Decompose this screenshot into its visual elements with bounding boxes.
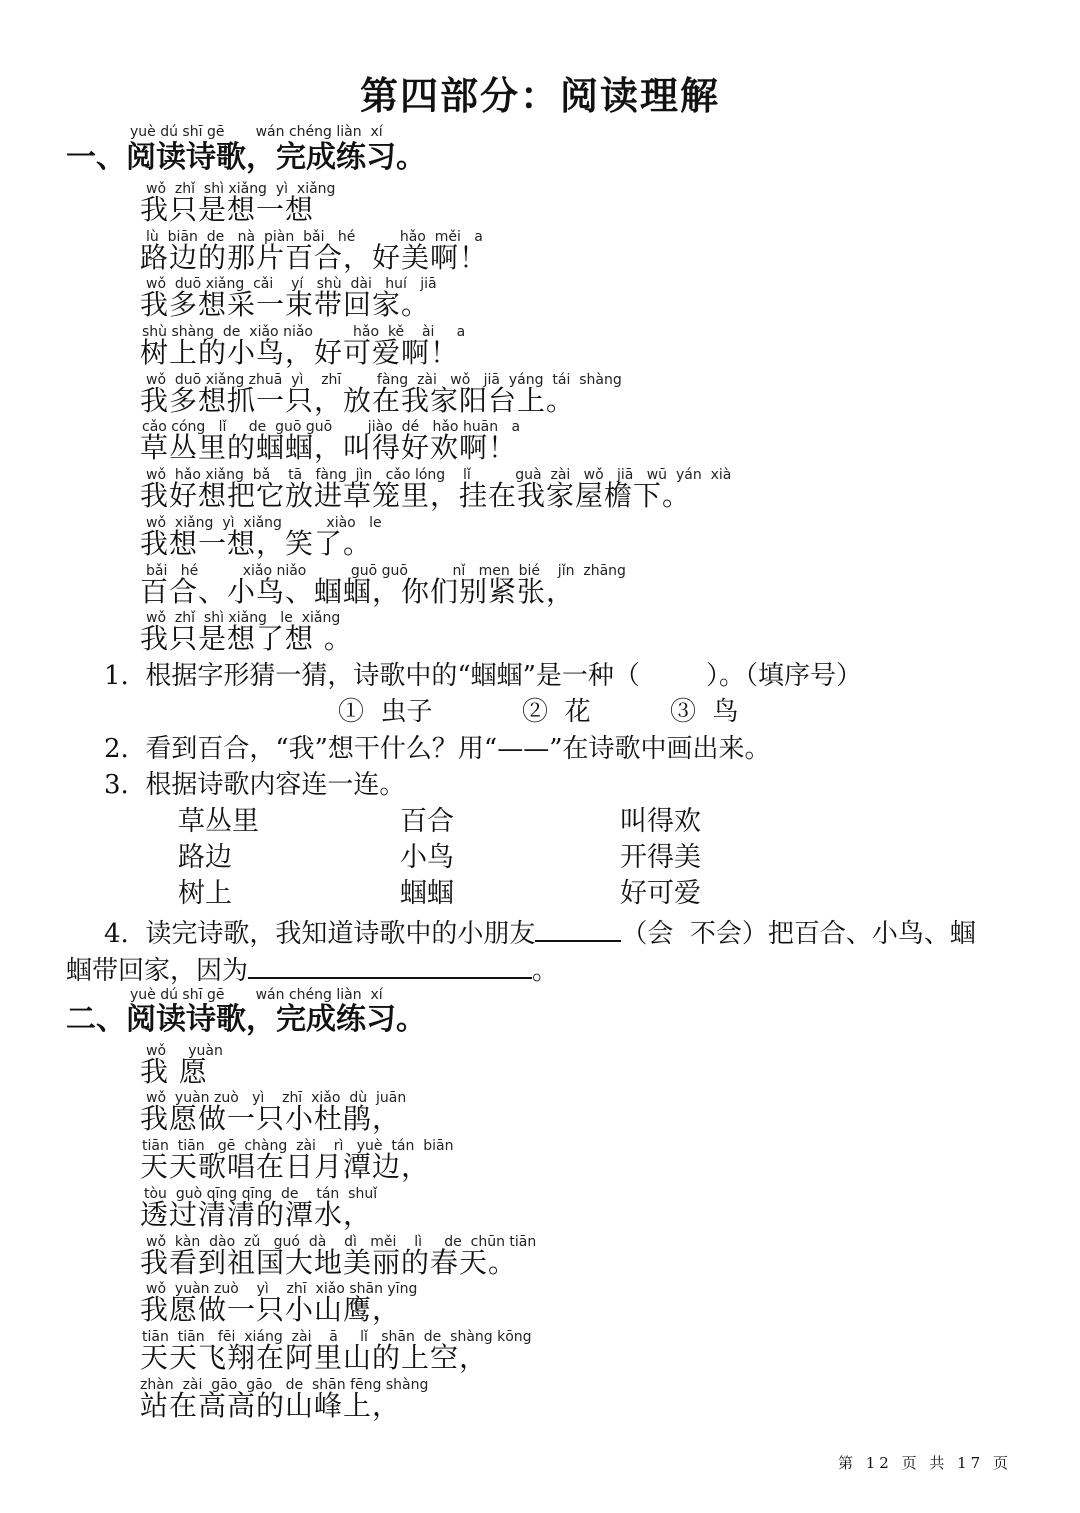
poem2-pinyin-2: wǒ yuàn zuò yì zhī xiǎo dù juān [146,1090,407,1106]
match-right-1: 叫得欢 [620,806,701,837]
section2-heading: 二、阅读诗歌，完成练习。 [66,1002,426,1037]
poem1-pinyin-2: lù biān de nà piàn bǎi hé hǎo měi a [146,229,483,245]
poem2-line-5: 我看到祖国大地美丽的春天。 [140,1246,518,1279]
poem2-line-2: 我愿做一只小杜鹃， [140,1102,402,1135]
poem1-pinyin-10: wǒ zhǐ shì xiǎng le xiǎng [146,610,341,626]
match-left-2: 路边 [178,842,232,873]
poem1-line-1: 我只是想一想 [140,193,315,226]
question-1-option-2: ② 花 [522,697,591,727]
page-footer: 第 12 页 共 17 页 [837,1454,1012,1472]
poem1-line-10: 我只是想了想 。 [140,622,353,655]
match-left-1: 草丛里 [178,806,259,837]
poem1-pinyin-4: shù shàng de xiǎo niǎo hǎo kě ài a [142,324,466,340]
poem1-line-2: 路边的那片百合，好美啊！ [140,241,489,274]
question-4-text-b: （会 不会）把百合、小鸟、蝈 [621,919,976,949]
question-1-option-1: ① 虫子 [338,697,433,727]
poem2-pinyin-8: zhàn zài gāo gāo de shān fēng shàng [140,1377,429,1393]
section2-heading-pinyin: yuè dú shī gē wán chéng liàn xí [130,987,383,1003]
question-1: 1. 根据字形猜一猜，诗歌中的“蝈蝈”是一种（ ）。（填序号） [104,661,863,691]
poem1-line-7: 我好想把它放进草笼里，挂在我家屋檐下。 [140,479,692,512]
poem2-line-3: 天天歌唱在日月潭边， [140,1150,431,1183]
poem1-line-5: 我多想抓一只，放在我家阳台上。 [140,384,576,417]
poem1-line-6: 草丛里的蝈蝈，叫得好欢啊！ [140,431,518,464]
question-4-line-1 [104,914,976,951]
poem1-line-4: 树上的小鸟，好可爱啊！ [140,336,460,369]
poem1-pinyin-3: wǒ duō xiǎng cǎi yí shù dài huí jiā [146,276,437,292]
match-middle-3: 蝈蝈 [400,878,454,909]
poem1-pinyin-1: wǒ zhǐ shì xiǎng yì xiǎng [146,181,336,197]
question-4-text-d: 。 [532,956,559,986]
poem1-pinyin-9: bǎi hé xiǎo niǎo guō guō nǐ men bié jǐn zhāng [146,563,626,579]
poem2-line-7: 天天飞翔在阿里山的上空， [140,1341,489,1374]
poem1-line-3: 我多想采一束带回家。 [140,288,431,321]
poem1-pinyin-5: wǒ duō xiǎng zhuā yì zhī fàng zài wǒ jiā yáng tái shàng [146,372,622,388]
question-2: 2. 看到百合，“我”想干什么？用“——”在诗歌中画出来。 [104,734,771,764]
poem1-pinyin-7: wǒ hǎo xiǎng bǎ tā fàng jìn cǎo lóng lǐ guà zài wǒ jiā wū yán xià [146,467,732,483]
question-4-line-2 [66,951,558,988]
section1-heading-pinyin: yuè dú shī gē wán chéng liàn xí [130,124,383,140]
answer-blank-will[interactable] [535,914,621,942]
poem1-pinyin-8: wǒ xiǎng yì xiǎng xiào le [146,515,382,531]
section1-heading: 一、阅读诗歌，完成练习。 [66,140,426,175]
page-title: 第四部分：阅读理解 [359,74,720,118]
poem2-line-4: 透过清清的潭水， [140,1198,373,1231]
match-middle-2: 小鸟 [400,842,454,873]
question-4-text-a: 4. 读完诗歌，我知道诗歌中的小朋友 [104,919,536,949]
answer-blank-reason[interactable] [248,951,532,979]
poem2-line-1: 我 愿 [140,1055,208,1088]
poem1-line-9: 百合、小鸟、蝈蝈，你们别紧张， [140,575,576,608]
poem2-pinyin-3: tiān tiān gē chàng zài rì yuè tán biān [142,1138,454,1154]
poem2-pinyin-7: tiān tiān fēi xiáng zài ā lǐ shān de shàng kōng [142,1329,532,1345]
poem2-pinyin-5: wǒ kàn dào zǔ guó dà dì měi lì de chūn tiān [146,1234,537,1250]
poem1-pinyin-6: cǎo cóng lǐ de guō guō jiào dé hǎo huān a [142,419,521,435]
poem2-pinyin-1: wǒ yuàn [146,1043,223,1059]
match-middle-1: 百合 [400,806,454,837]
question-4-text-c: 蝈带回家，因为 [66,956,249,986]
poem2-pinyin-6: wǒ yuàn zuò yì zhī xiǎo shān yīng [146,1281,418,1297]
match-right-3: 好可爱 [620,878,701,909]
poem2-line-6: 我愿做一只小山鹰， [140,1293,402,1326]
poem1-line-8: 我想一想，笑了。 [140,527,373,560]
question-3: 3. 根据诗歌内容连一连。 [104,770,406,800]
poem2-line-8: 站在高高的山峰上， [140,1389,402,1422]
poem2-pinyin-4: tòu guò qīng qīng de tán shuǐ [144,1186,378,1202]
question-1-option-3: ③ 鸟 [670,697,739,727]
match-left-3: 树上 [178,878,232,909]
match-right-2: 开得美 [620,842,701,873]
